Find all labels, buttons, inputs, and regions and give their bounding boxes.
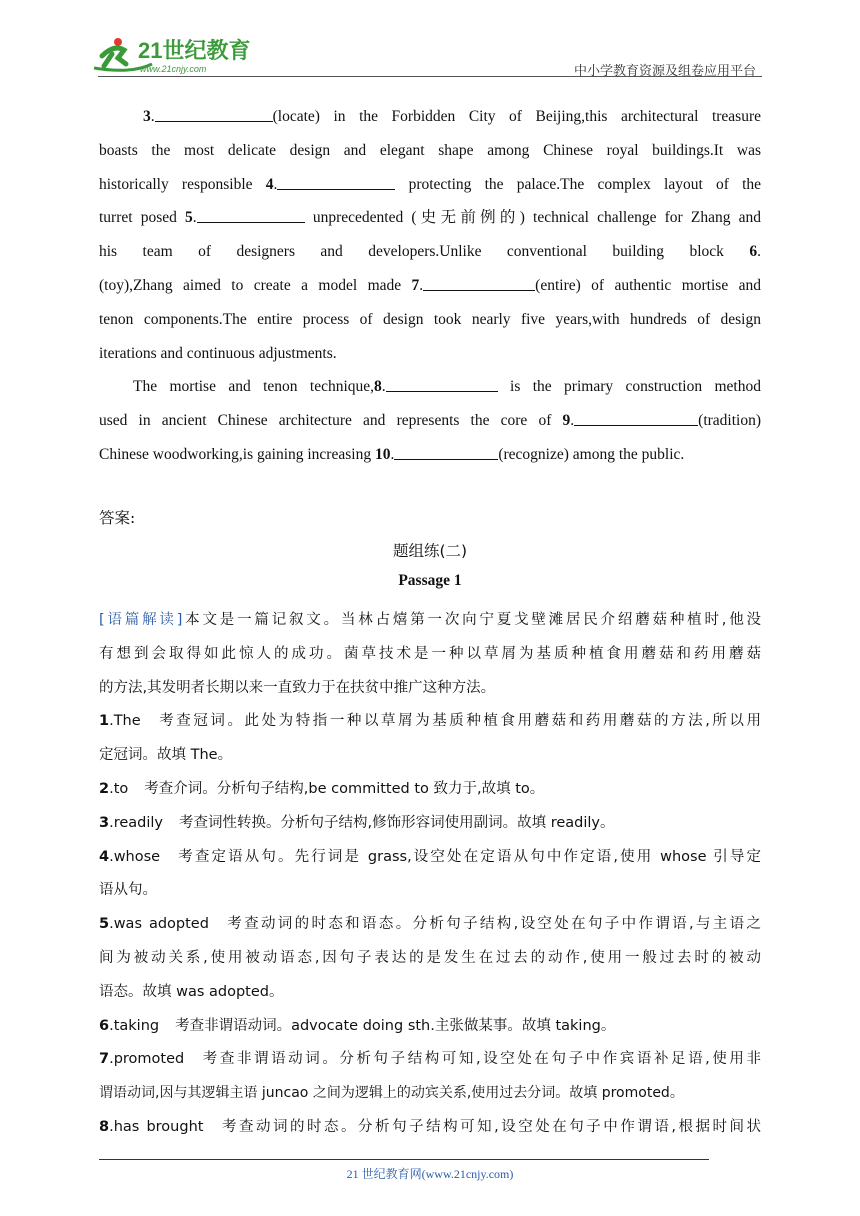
passage-fragment: (tradition) — [698, 412, 762, 430]
logo-text: 21世纪教育 — [138, 38, 251, 63]
answer-number: 3 — [99, 814, 110, 831]
question-number: 9 — [562, 412, 571, 430]
passage-fragment: (recognize) among the public. — [498, 445, 685, 463]
answer-explanations — [99, 604, 761, 1145]
answer-label: 答案: — [99, 509, 136, 527]
answer-number: 7 — [99, 1051, 110, 1068]
passage-fragment: (toy),Zhang aimed to create a model made — [99, 276, 402, 294]
answer-item-cont: 语态。故填 was adopted。 — [99, 983, 284, 1000]
answer-item-cont: 定冠词。故填 The。 — [99, 747, 233, 764]
passage-line: tenon components.The entire process of design took nearly five years,with hundreds of design — [99, 310, 761, 328]
answer-item — [99, 807, 761, 841]
passage-line: turret posed 5. unprecedented (史无前例的) technical challenge for Zhang and — [99, 201, 761, 235]
answer-explanation: 考查动词的时态。分析句子结构可知,设空处在句子中作谓语,根据时间状 — [219, 1118, 762, 1135]
passage-line: historically responsible 4. protecting the palace.The complex layout of the — [99, 168, 761, 202]
answer-item — [99, 908, 761, 942]
passage-line: his team of designers and developers.Unlike conventional building block 6. — [99, 243, 762, 261]
logo-url: www.21cnjy.com — [140, 64, 207, 74]
answer-item — [99, 773, 761, 807]
answer-item-cont: 语从句。 — [99, 882, 157, 899]
answer-explanation: 考查动词的时态和语态。分析句子结构,设空处在句子中作谓语,与主语之 — [224, 916, 761, 933]
question-number: 7 — [411, 276, 420, 294]
intro-line: 有想到会取得如此惊人的成功。菌草技术是一种以草屑为基质种植食用蘑菇和药用蘑菇 — [99, 645, 761, 662]
answer-number: 1 — [99, 713, 110, 730]
question-number: 3 — [143, 108, 151, 125]
answer-explanation: 考查介词。分析句子结构,be committed to 致力于,故填 to。 — [144, 780, 545, 797]
answer-word: .promoted — [109, 1051, 185, 1068]
intro-text: 本文是一篇记叙文。当林占熺第一次向宁夏戈壁滩居民介绍蘑菇种植时,他没 — [182, 612, 761, 628]
answer-explanation: 考查词性转换。分析句子结构,修饰形容词使用副词。故填 readily。 — [179, 814, 615, 831]
answer-number: 4 — [99, 848, 110, 865]
answer-word: .whose — [109, 848, 161, 865]
answer-word: .was adopted — [109, 916, 209, 933]
passage-fragment: (locate) in the Forbidden City of Beijing,this architectural treasure — [272, 108, 761, 125]
passage-line: boasts the most delicate design and elegant shape among Chinese royal buildings.It was — [99, 141, 761, 159]
question-number: 4 — [265, 175, 274, 193]
footer-link[interactable]: 21 世纪教育网(www.21cnjy.com) — [346, 1167, 514, 1181]
answer-blank[interactable] — [423, 274, 535, 291]
passage-fragment: The mortise and tenon technique, — [133, 378, 375, 396]
answer-item — [99, 841, 761, 875]
answer-item — [99, 705, 761, 739]
footer-divider — [99, 1159, 709, 1160]
passage-line: The mortise and tenon technique,8. is the primary construction method — [99, 370, 761, 404]
passage-analysis-tag: [语篇解读] — [99, 612, 183, 628]
passage-line: used in ancient Chinese architecture and represents the core of 9. (tradition) — [99, 404, 761, 438]
answer-number: 6 — [99, 1017, 110, 1034]
passage-text — [99, 100, 761, 472]
passage-fragment: unprecedented (史无前例的) technical challenge for Zhang and — [312, 209, 762, 227]
page-header — [0, 0, 860, 80]
answer-word: .readily — [109, 814, 163, 831]
section-title: 题组练(二) — [392, 542, 468, 560]
passage-line: iterations and continuous adjustments. — [99, 344, 337, 362]
answer-blank[interactable] — [277, 173, 395, 190]
answer-explanation: 考查定语从句。先行词是 grass,设空处在定语从句中作定语,使用 whose 引导定 — [176, 848, 761, 865]
answer-word: .to — [109, 780, 129, 797]
answer-item — [99, 1010, 761, 1044]
answer-item-cont: 间为被动关系,使用被动语态,因句子表达的是发生在过去的动作,使用一般过去时的被动 — [99, 949, 761, 966]
question-number: 5 — [185, 209, 193, 227]
answer-blank[interactable] — [197, 206, 305, 223]
runner-logo-icon — [92, 34, 262, 78]
answer-number: 2 — [99, 780, 110, 797]
passage-fragment: historically responsible — [99, 175, 253, 193]
answer-word: .has brought — [109, 1118, 204, 1135]
answer-blank[interactable] — [394, 443, 498, 460]
answer-blank[interactable] — [155, 105, 273, 122]
platform-slogan: 中小学教育资源及组卷应用平台 — [573, 64, 756, 79]
passage-line: (toy),Zhang aimed to create a model made 7. (entire) of authentic mortise and — [99, 269, 761, 303]
question-number: 8 — [374, 378, 382, 396]
header-divider — [98, 76, 762, 77]
passage-fragment: Chinese woodworking,is gaining increasing — [99, 445, 372, 463]
passage-fragment: protecting the palace.The complex layout of the — [408, 175, 762, 193]
answer-explanation: 考查非谓语动词。advocate doing sth.主张做某事。故填 taking。 — [175, 1017, 616, 1034]
passage-fragment: turret posed — [99, 209, 177, 227]
intro-line — [99, 604, 761, 638]
passage-fragment: used in ancient Chinese architecture and represents the core of — [99, 412, 552, 430]
answer-blank[interactable] — [386, 375, 498, 392]
answer-word: .taking — [109, 1017, 160, 1034]
answer-number: 5 — [99, 916, 110, 933]
passage-title: Passage 1 — [398, 572, 462, 589]
answer-blank[interactable] — [574, 409, 698, 426]
passage-line: Chinese woodworking,is gaining increasing 10. (recognize) among the public. — [99, 438, 761, 472]
answer-word: .The — [109, 713, 141, 730]
answer-explanation: 考查非谓语动词。分析句子结构可知,设空处在句子中作宾语补足语,使用非 — [200, 1051, 761, 1068]
site-logo[interactable] — [92, 34, 262, 78]
question-number: 10 — [374, 445, 391, 463]
answer-item-cont: 谓语动词,因与其逻辑主语 juncao 之间为逻辑上的动宾关系,使用过去分词。故填 promoted。 — [99, 1085, 684, 1102]
answer-number: 8 — [99, 1118, 110, 1135]
passage-fragment: is the primary construction method — [510, 378, 761, 396]
passage-fragment: (entire) of authentic mortise and — [535, 276, 761, 294]
answer-item — [99, 1111, 761, 1145]
intro-line: 的方法,其发明者长期以来一直致力于在扶贫中推广这种方法。 — [99, 679, 496, 696]
answer-explanation: 考查冠词。此处为特指一种以草屑为基质种植食用蘑菇和药用蘑菇的方法,所以用 — [156, 713, 761, 730]
answer-item — [99, 1043, 761, 1077]
passage-fragment: his team of designers and developers.Unlike conventional building block — [99, 243, 724, 261]
passage-line: 3. (locate) in the Forbidden City of Beijing,this architectural treasure — [99, 100, 761, 134]
question-number: 6 — [749, 243, 758, 261]
